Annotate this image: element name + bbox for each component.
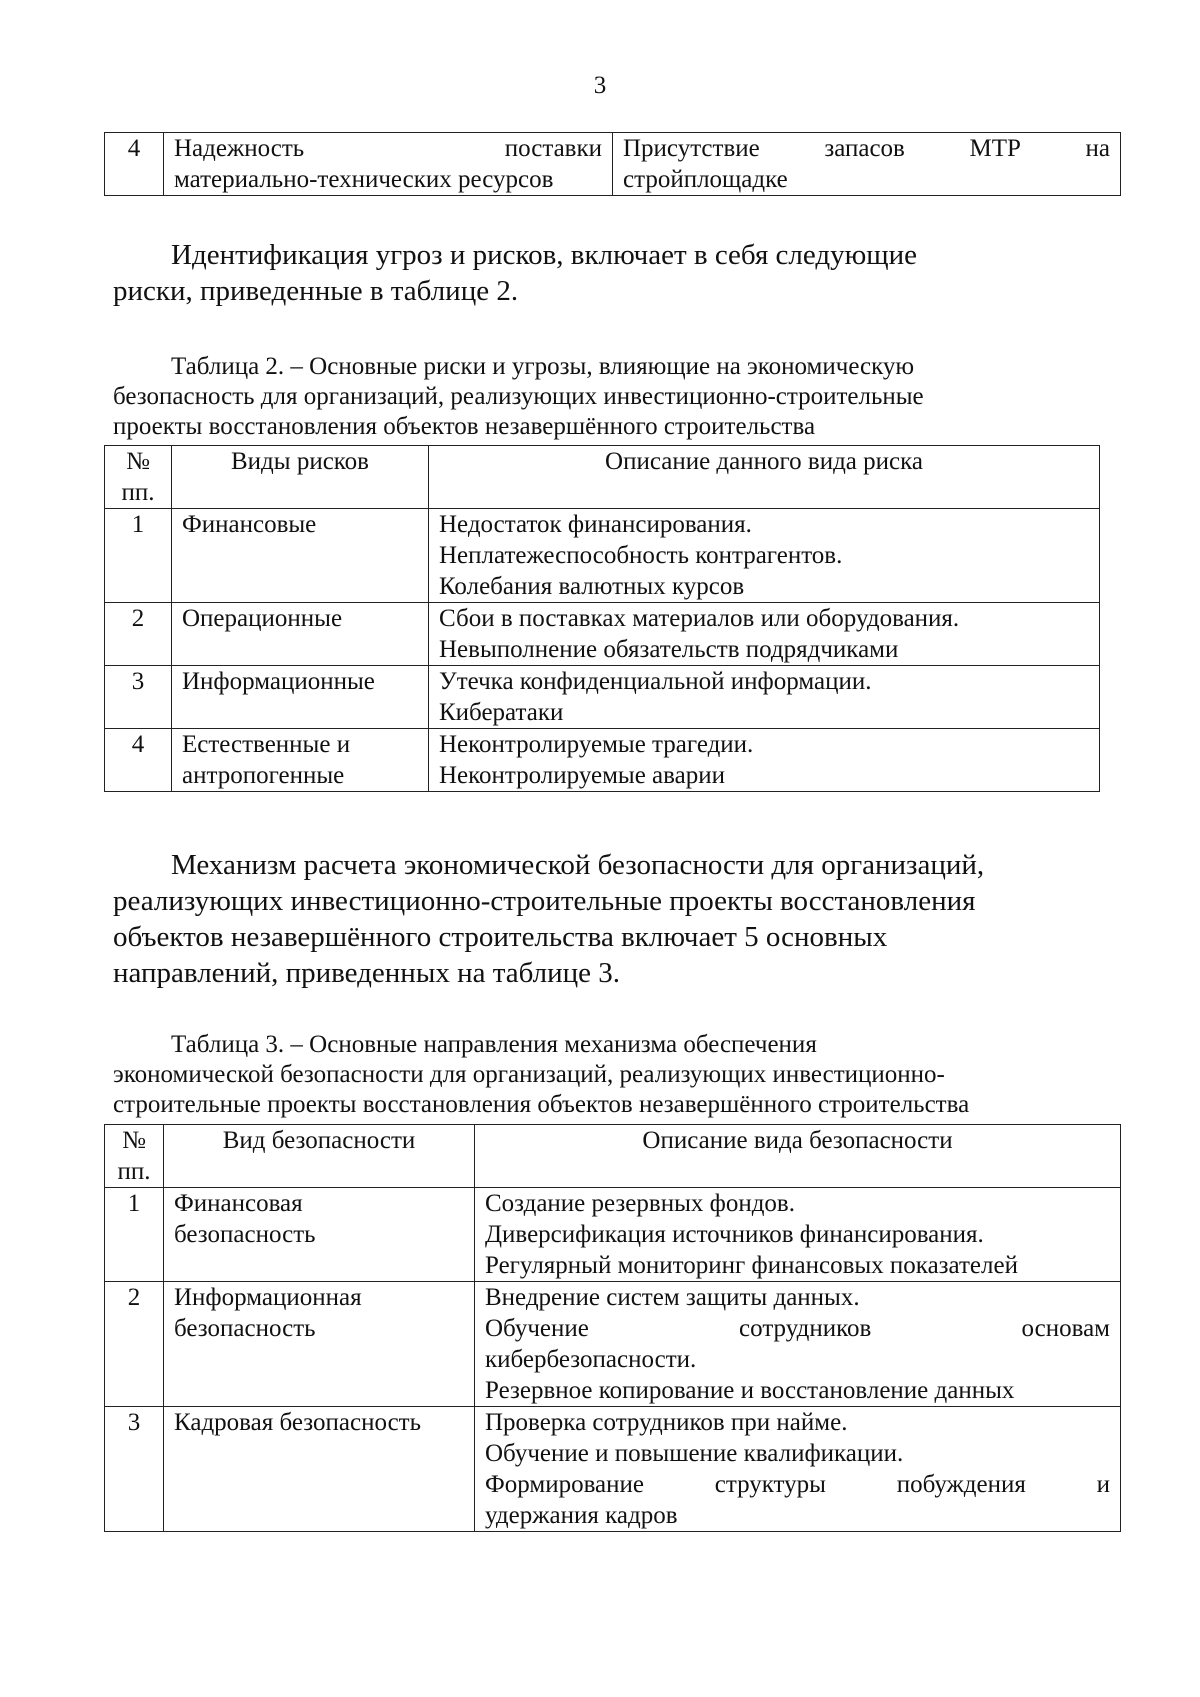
risk-description (429, 666, 1100, 729)
paragraph-line: направлений, приведенных на таблице 3. (113, 957, 621, 989)
security-description-line: Проверка сотрудников при найме. (485, 1409, 848, 1436)
table-header-row (105, 446, 1100, 509)
paragraph-risk-identification (113, 237, 1113, 309)
row-number: 3 (105, 666, 172, 729)
security-type-line: Кадровая безопасность (174, 1409, 421, 1436)
risk-description-line: Неконтролируемые трагедии. (439, 731, 754, 758)
risk-type (172, 509, 429, 603)
resource-word: Надежность (174, 135, 305, 162)
security-description-line: Внедрение систем защиты данных. (485, 1284, 860, 1311)
caption-line: Таблица 3. – Основные направления механизма обеспечения (171, 1031, 817, 1058)
header-security-description: Описание вида безопасности (475, 1125, 1121, 1188)
resource-line: материально-технических ресурсов (174, 166, 554, 193)
risk-description (429, 729, 1100, 792)
table3-caption (113, 1030, 1113, 1120)
security-description-line: удержания кадров (485, 1502, 678, 1529)
paragraph-line: объектов незавершённого строительства включает 5 основных (113, 921, 888, 953)
security-description-line: Обучение и повышение квалификации. (485, 1440, 904, 1467)
risk-description-line: Неплатежеспособность контрагентов. (439, 542, 843, 569)
risk-description-line: Колебания валютных курсов (439, 573, 745, 600)
paragraph-line: Механизм расчета экономической безопасности для организаций, (171, 849, 985, 881)
header-number-abbr: пп. (117, 1158, 151, 1185)
row-number: 3 (105, 1407, 164, 1532)
indicator-word: Присутствие (623, 135, 760, 162)
table-row (105, 1282, 1121, 1407)
table2-caption (113, 352, 1113, 442)
risk-description-line: Неконтролируемые аварии (439, 762, 725, 789)
risk-type (172, 666, 429, 729)
row-number: 4 (105, 133, 164, 196)
security-type-line: безопасность (174, 1221, 316, 1248)
resource-word: поставки (504, 135, 602, 162)
risk-description (429, 603, 1100, 666)
table-row (105, 603, 1100, 666)
security-type (164, 1407, 475, 1532)
page-number: 3 (593, 72, 607, 99)
indicator-cell (613, 133, 1121, 196)
caption-line: безопасность для организаций, реализующих инвестиционно-строительные (113, 383, 924, 410)
risk-type-line: антропогенные (182, 762, 345, 789)
header-number (105, 1125, 164, 1188)
security-type-line: Финансовая (174, 1190, 303, 1217)
risk-description-line: Кибератаки (439, 699, 564, 726)
security-type (164, 1188, 475, 1282)
caption-line: проекты восстановления объектов незавершённого строительства (113, 413, 816, 440)
security-type (164, 1282, 475, 1407)
row-number: 1 (105, 509, 172, 603)
paragraph-line: Идентификация угроз и рисков, включает в себя следующие (171, 239, 918, 271)
resource-cell (164, 133, 613, 196)
table-security-directions (104, 1124, 1121, 1532)
caption-line: экономической безопасности для организаций, реализующих инвестиционно- (113, 1061, 945, 1088)
row-number: 4 (105, 729, 172, 792)
risk-type-line: Информационные (182, 668, 375, 695)
risk-type-line: Финансовые (182, 511, 317, 538)
risk-description-line: Недостаток финансирования. (439, 511, 752, 538)
indicator-word: на (1085, 135, 1110, 162)
security-description-line: Диверсификация источников финансирования. (485, 1221, 984, 1248)
table-row (105, 1407, 1121, 1532)
header-risk-description: Описание данного вида риска (429, 446, 1100, 509)
risk-type-line: Операционные (182, 605, 343, 632)
table-row (105, 1188, 1121, 1282)
row-number: 1 (105, 1188, 164, 1282)
indicator-word: МТР (969, 135, 1021, 162)
table-risks (104, 445, 1100, 792)
caption-line: Таблица 2. – Основные риски и угрозы, влияющие на экономическую (171, 353, 915, 380)
risk-type (172, 729, 429, 792)
security-type-line: безопасность (174, 1315, 316, 1342)
risk-type (172, 603, 429, 666)
security-type-line: Информационная (174, 1284, 362, 1311)
risk-description-line: Утечка конфиденциальной информации. (439, 668, 872, 695)
security-description-line: Формирование структуры побуждения и (485, 1471, 1110, 1498)
header-number-abbr: пп. (121, 479, 155, 506)
risk-type-line: Естественные и (182, 731, 351, 758)
table-row (105, 729, 1100, 792)
header-risk-type: Виды рисков (172, 446, 429, 509)
paragraph-line: реализующих инвестиционно-строительные проекты восстановления (113, 885, 976, 917)
indicator-word: запасов (824, 135, 905, 162)
security-description (475, 1188, 1121, 1282)
table-row (105, 666, 1100, 729)
security-description (475, 1282, 1121, 1407)
security-description-line: Регулярный мониторинг финансовых показателей (485, 1252, 1018, 1279)
paragraph-security-mechanism (113, 847, 1113, 991)
header-number-symbol: № (122, 1127, 146, 1154)
table-continuation (104, 132, 1121, 196)
row-number: 2 (105, 1282, 164, 1407)
table-row (105, 509, 1100, 603)
table-row (105, 133, 1121, 196)
header-number-symbol: № (126, 448, 150, 475)
security-description-line: Создание резервных фондов. (485, 1190, 795, 1217)
header-number (105, 446, 172, 509)
row-number: 2 (105, 603, 172, 666)
security-description-line: Обучение сотрудников основам (485, 1315, 1110, 1342)
paragraph-line: риски, приведенные в таблице 2. (113, 275, 519, 307)
risk-description-line: Сбои в поставках материалов или оборудования. (439, 605, 960, 632)
risk-description-line: Невыполнение обязательств подрядчиками (439, 636, 899, 663)
risk-description (429, 509, 1100, 603)
table-header-row (105, 1125, 1121, 1188)
security-description-line: кибербезопасности. (485, 1346, 697, 1373)
header-security-type: Вид безопасности (164, 1125, 475, 1188)
indicator-line: стройплощадке (623, 166, 788, 193)
security-description-line: Резервное копирование и восстановление данных (485, 1377, 1015, 1404)
caption-line: строительные проекты восстановления объектов незавершённого строительства (113, 1091, 970, 1118)
security-description (475, 1407, 1121, 1532)
